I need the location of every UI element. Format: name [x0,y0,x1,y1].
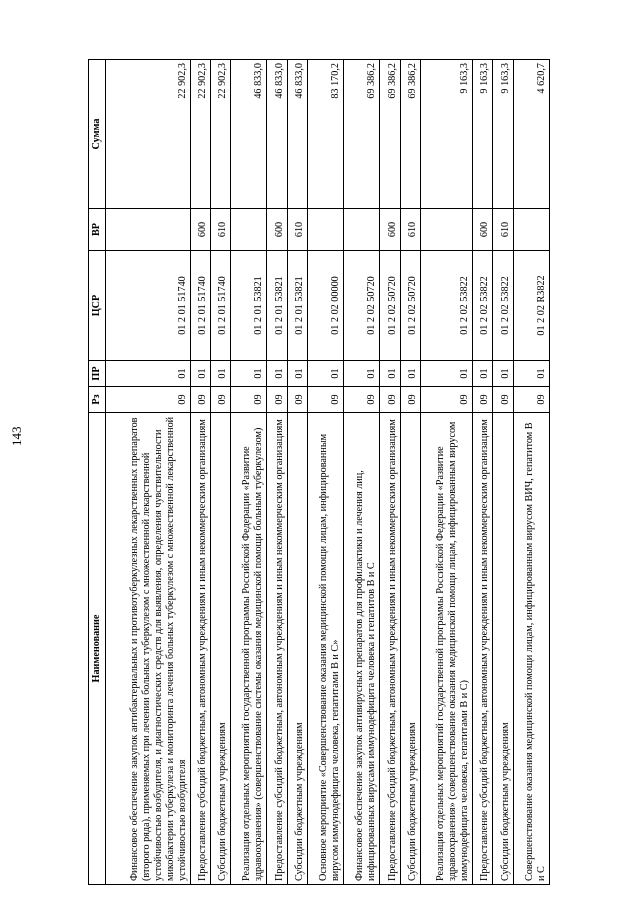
row-name: Предоставление субсидий бюджетным, автономным учреждениям и иным некоммерческим организациям [473,413,493,885]
table-row [190,60,210,885]
row-csr: 01 2 01 53821 [231,251,267,361]
row-sum: 69 386,2 [400,60,420,209]
row-rz: 09 [473,387,493,413]
row-pr: 01 [267,361,287,387]
row-pr: 01 [380,361,400,387]
row-csr: 01 2 02 00000 [307,251,343,361]
row-sum: 9 163,3 [420,60,472,209]
row-sum: 4 620,7 [513,60,549,209]
row-vr: 610 [210,209,230,251]
header-rz: Рз [89,387,106,413]
row-rz: 09 [493,387,513,413]
row-vr: 600 [380,209,400,251]
row-vr: 600 [473,209,493,251]
row-pr: 01 [210,361,230,387]
row-rz: 09 [210,387,230,413]
row-sum: 69 386,2 [344,60,380,209]
row-name: Финансовое обеспечение закупок антивирусных препаратов для профилактики и лечения лиц, инфицированных вирусами иммунодефицита человека и гепатитов В и С [344,413,380,885]
row-rz: 09 [344,387,380,413]
row-rz: 09 [307,387,343,413]
row-csr: 01 2 01 51740 [190,251,210,361]
row-pr: 01 [400,361,420,387]
row-sum: 9 163,3 [473,60,493,209]
row-sum: 69 386,2 [380,60,400,209]
row-name: Основное мероприятие «Совершенствование оказания медицинской помощи лицам, инфицированным вирусом иммунодефицита человека, гепатитами В и С» [307,413,343,885]
table-row [231,60,267,885]
row-csr: 01 2 01 51740 [106,251,191,361]
row-csr: 01 2 02 50720 [344,251,380,361]
row-rz: 09 [513,387,549,413]
table-row [513,60,549,885]
row-sum: 83 170,2 [307,60,343,209]
table-row [400,60,420,885]
table-row [344,60,380,885]
row-name: Предоставление субсидий бюджетным, автономным учреждениям и иным некоммерческим организациям [380,413,400,885]
row-rz: 09 [106,387,191,413]
row-sum: 46 833,0 [287,60,307,209]
row-vr [513,209,549,251]
row-name: Субсидии бюджетным учреждениям [400,413,420,885]
table-row [267,60,287,885]
row-sum: 9 163,3 [493,60,513,209]
table-row [493,60,513,885]
table-row [307,60,343,885]
row-vr: 600 [190,209,210,251]
row-name: Предоставление субсидий бюджетным, автономным учреждениям и иным некоммерческим организациям [190,413,210,885]
header-pr: ПР [89,361,106,387]
row-pr: 01 [190,361,210,387]
header-sum: Сумма [89,60,106,209]
row-vr: 610 [493,209,513,251]
row-csr: 01 2 01 53821 [267,251,287,361]
row-csr: 01 2 02 R3822 [513,251,549,361]
row-name: Субсидии бюджетным учреждениям [493,413,513,885]
budget-table [88,59,550,885]
row-pr: 01 [307,361,343,387]
row-csr: 01 2 02 53822 [493,251,513,361]
row-rz: 09 [420,387,472,413]
row-rz: 09 [190,387,210,413]
row-pr: 01 [344,361,380,387]
row-vr: 600 [267,209,287,251]
row-vr [420,209,472,251]
row-vr [106,209,191,251]
row-sum: 22 902,3 [190,60,210,209]
row-csr: 01 2 02 50720 [400,251,420,361]
header-csr: ЦСР [89,251,106,361]
header-name: Наименование [89,413,106,885]
row-name: Субсидии бюджетным учреждениям [210,413,230,885]
row-csr: 01 2 02 50720 [380,251,400,361]
budget-table-rotated [88,60,550,885]
row-rz: 09 [267,387,287,413]
table-row [210,60,230,885]
row-pr: 01 [473,361,493,387]
row-pr: 01 [493,361,513,387]
table-row [380,60,400,885]
table-row [106,60,191,885]
row-csr: 01 2 01 53821 [287,251,307,361]
row-sum: 46 833,0 [267,60,287,209]
table-row [473,60,493,885]
row-vr [231,209,267,251]
row-name: Совершенствование оказания медицинской помощи лицам, инфицированным вирусом ВИЧ, гепатитом В и С [513,413,549,885]
row-csr: 01 2 01 51740 [210,251,230,361]
row-sum: 22 902,3 [106,60,191,209]
row-pr: 01 [287,361,307,387]
row-pr: 01 [420,361,472,387]
table-header-row [89,60,106,885]
row-vr [344,209,380,251]
row-vr: 610 [400,209,420,251]
row-vr: 610 [287,209,307,251]
row-pr: 01 [513,361,549,387]
row-sum: 46 833,0 [231,60,267,209]
row-rz: 09 [287,387,307,413]
row-sum: 22 902,3 [210,60,230,209]
row-pr: 01 [106,361,191,387]
row-pr: 01 [231,361,267,387]
row-vr [307,209,343,251]
row-name: Субсидии бюджетным учреждениям [287,413,307,885]
row-rz: 09 [380,387,400,413]
row-csr: 01 2 02 53822 [473,251,493,361]
row-name: Реализация отдельных мероприятий государственной программы Российской Федерации «Развитие здравоохранения» (совершенствование системы оказания медицинской помощи больным туберкулезом) [231,413,267,885]
row-name: Реализация отдельных мероприятий государственной программы Российской Федерации «Развитие здравоохранения» (совершенствование оказания медицинской помощи лицам, инфицированным вирусом иммунодефицита человека, гепатитами В и С) [420,413,472,885]
table-row [420,60,472,885]
table-row [287,60,307,885]
page-number: 143 [9,426,24,446]
header-vr: ВР [89,209,106,251]
row-rz: 09 [231,387,267,413]
row-rz: 09 [400,387,420,413]
row-csr: 01 2 02 53822 [420,251,472,361]
row-name: Финансовое обеспечение закупок антибактериальных и противотуберкулезных лекарственных препаратов (второго ряда), применяемых при лечении больных туберкулезом с множественной лекарственной устойчивостью возбудителя, и диагностических средств для выявления, определения чувствительности микобактерии туберкулеза и мониторинга лечения больных туберкулезом с множественной лекарственной устойчивостью возбудителя [106,413,191,885]
row-name: Предоставление субсидий бюджетным, автономным учреждениям и иным некоммерческим организациям [267,413,287,885]
